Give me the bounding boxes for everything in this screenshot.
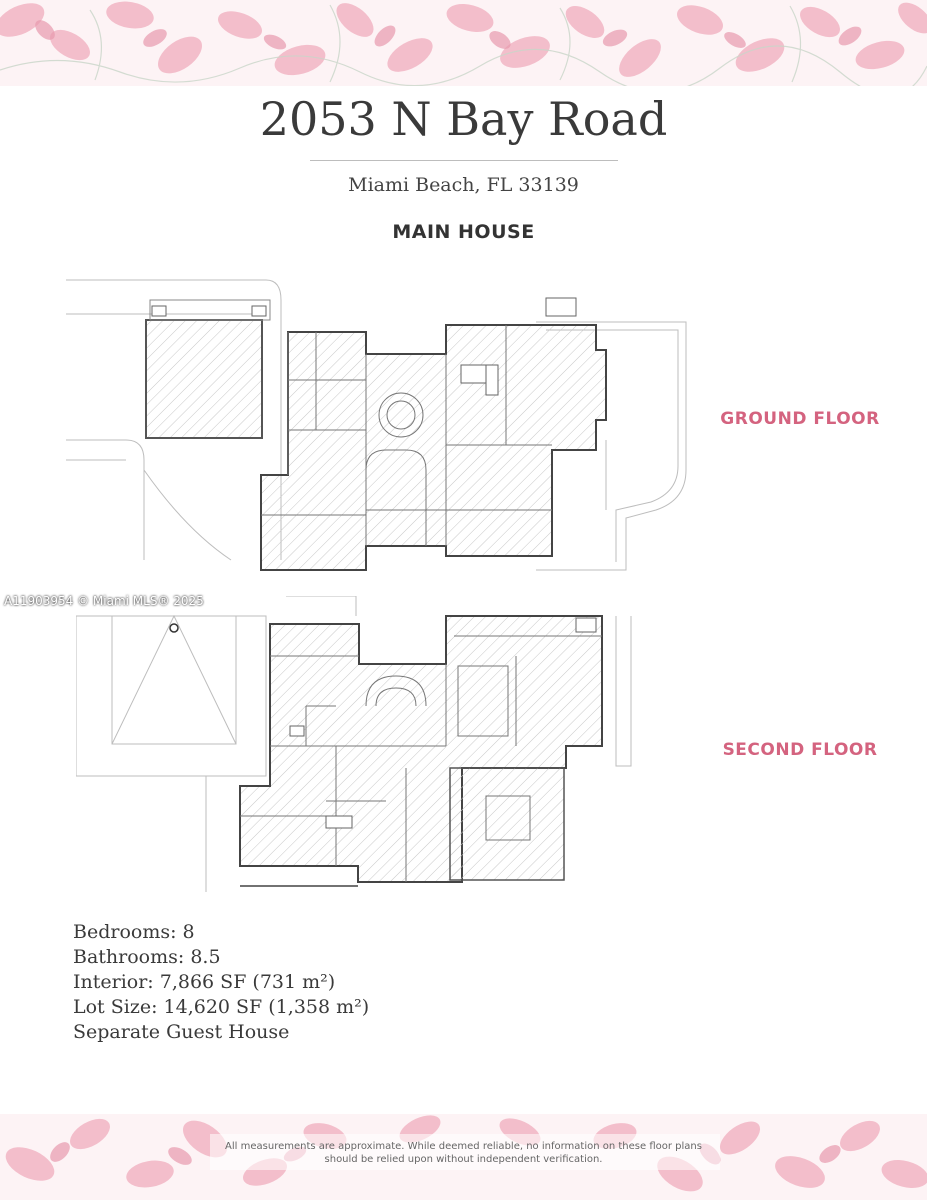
disclaimer-line-2: should be relied upon without independent verification. (324, 1154, 603, 1165)
ground-floor-label: GROUND FLOOR (720, 409, 880, 429)
top-floral-border (0, 0, 927, 86)
property-stats (73, 920, 369, 1045)
stat-bedrooms: Bedrooms: 8 (73, 921, 195, 943)
title-divider (310, 160, 618, 161)
ground-floor-plan (66, 270, 714, 582)
section-heading: MAIN HOUSE (392, 221, 535, 243)
second-floor-plan (76, 596, 646, 892)
disclaimer-line-1: All measurements are approximate. While deemed reliable, no information on these floor plans (225, 1141, 702, 1152)
city-state-zip: Miami Beach, FL 33139 (348, 174, 579, 196)
mls-watermark: A11903954 © Miami MLS® 2025 (4, 594, 204, 608)
stat-bathrooms: Bathrooms: 8.5 (73, 946, 221, 968)
ground-floor-drawing (66, 270, 714, 582)
stat-lot-size: Lot Size: 14,620 SF (1,358 m²) (73, 996, 370, 1018)
property-address-title: 2053 N Bay Road (259, 92, 668, 146)
second-floor-drawing (76, 596, 646, 892)
second-floor-label: SECOND FLOOR (722, 740, 878, 760)
floral-pattern-top (0, 0, 927, 86)
stat-guest-house: Separate Guest House (73, 1021, 290, 1043)
disclaimer-text (0, 1140, 927, 1166)
stat-interior: Interior: 7,866 SF (731 m²) (73, 971, 336, 993)
